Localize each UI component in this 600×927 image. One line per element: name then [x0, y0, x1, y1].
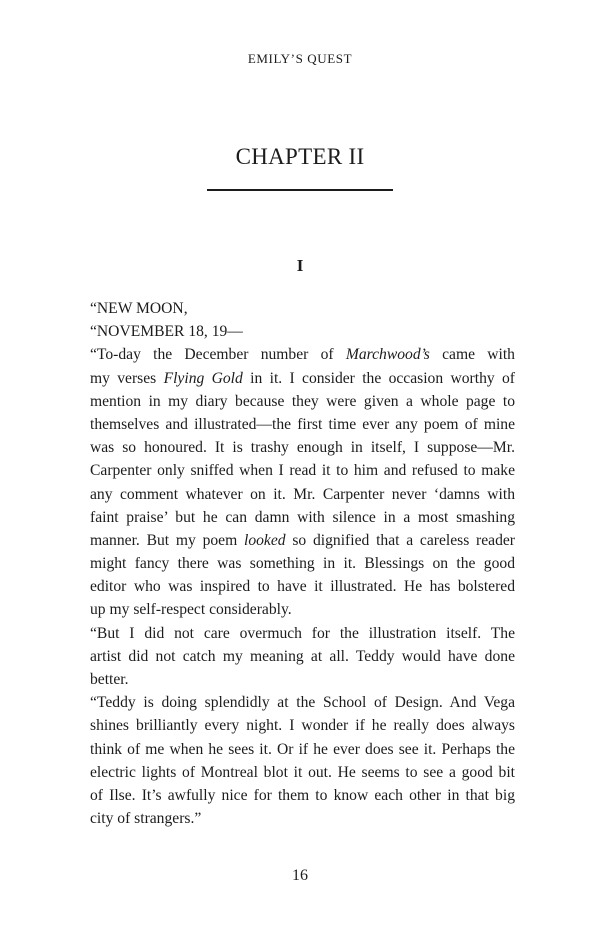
text-run: “NEW MOON,	[90, 300, 188, 317]
chapter-divider-rule	[207, 189, 393, 191]
text-run: was so honoured. It is trashy enough in itself, I suppose—Mr.	[90, 439, 515, 457]
text-run: editor who was inspired to have it illustrated. He has bolstered	[90, 578, 515, 596]
text-run: any comment whatever on it. Mr. Carpenter never ‘damns with	[90, 485, 515, 503]
text-run: of Ilse. It’s awfully nice for them to know each other in that big	[90, 786, 515, 804]
text-run: might fancy there was something in it. Blessings on the good	[90, 555, 515, 573]
text-run: shines brilliantly every night. I wonder if he really does always	[90, 717, 515, 735]
text-run: themselves and illustrated—the first time ever any poem of mine	[90, 415, 515, 433]
text-run: artist did not catch my meaning at all. Teddy would have done	[90, 647, 515, 665]
text-run: think of me when he sees it. Or if he ever does see it. Perhaps the	[90, 740, 515, 758]
section-number: I	[296, 256, 304, 275]
text-line	[90, 529, 515, 552]
text-line	[90, 413, 515, 436]
text-run: came with	[429, 346, 515, 364]
text-run: electric lights of Montreal blot it out. He seems to see a good bit	[90, 763, 515, 781]
text-run: so dignified that a careless reader	[285, 531, 515, 549]
text-run: manner. But my poem	[90, 531, 244, 549]
text-line	[90, 807, 515, 830]
text-line	[90, 459, 515, 482]
text-run: Carpenter only sniffed when I read it to him and refused to make	[90, 462, 515, 480]
text-line	[90, 552, 515, 575]
text-run: “NOVEMBER 18, 19—	[90, 323, 243, 341]
page-number: 16	[292, 867, 308, 884]
text-line	[90, 343, 515, 366]
text-line	[90, 784, 515, 807]
italic-text: Flying Gold	[163, 369, 243, 387]
italic-text: Marchwood’s	[345, 346, 430, 364]
text-run: “Teddy is doing splendidly at the School of Design. And Vega	[90, 694, 515, 712]
text-line	[90, 622, 515, 645]
text-line	[90, 761, 515, 784]
text-line	[90, 714, 515, 737]
text-line	[90, 668, 515, 691]
text-line	[90, 367, 515, 390]
text-line	[90, 738, 515, 761]
text-run: up my self-respect considerably.	[90, 601, 292, 619]
text-run: faint praise’ but he can damn with silence in a most smashing	[90, 508, 515, 526]
text-line	[90, 320, 515, 343]
text-run: in it. I consider the occasion worthy of	[242, 369, 515, 387]
text-run: better.	[90, 671, 129, 688]
text-run: city of strangers.”	[90, 810, 202, 828]
text-run: “To-day the December number of	[90, 346, 346, 364]
text-line	[90, 691, 515, 714]
text-run: “But I did not care overmuch for the illustration itself. The	[90, 624, 515, 642]
text-line	[90, 390, 515, 413]
text-line	[90, 436, 515, 459]
running-head: EMILY’S QUEST	[247, 51, 353, 66]
text-line	[90, 645, 515, 668]
text-run: mention in my diary because they were given a whole page to	[90, 392, 515, 410]
text-line	[90, 297, 515, 320]
text-line	[90, 483, 515, 506]
text-line	[90, 506, 515, 529]
body-text	[90, 297, 515, 830]
text-run: my verses	[90, 369, 164, 387]
italic-text: looked	[244, 531, 286, 549]
text-line	[90, 598, 515, 621]
chapter-title: CHAPTER II	[235, 144, 365, 169]
text-line	[90, 575, 515, 598]
